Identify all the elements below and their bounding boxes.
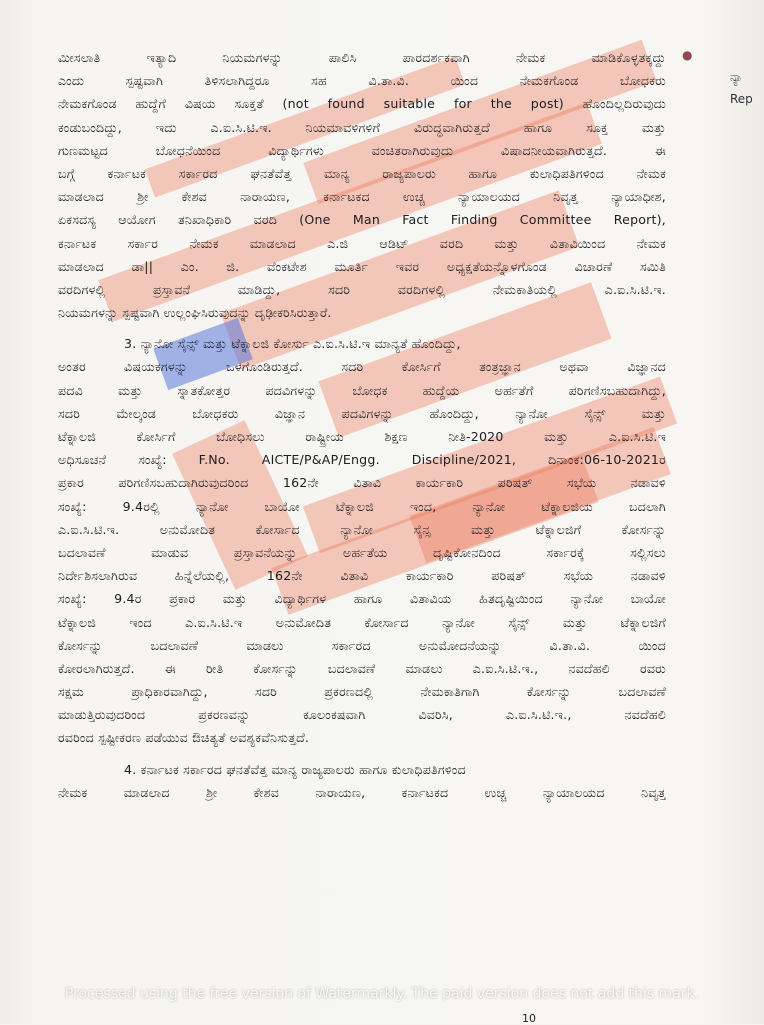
text-line: ಬಗ್ಗೆ ಕರ್ನಾಟಕ ಸರ್ಕಾರದ ಘನತೆವೆತ್ತ ಮಾನ್ಯ ರಾಜ್ಯಪಾಲರು ಹಾಗೂ ಕುಲಾಧಿಪತಿಗಳಿಂದ ನೇಮಕ xyxy=(58,165,666,181)
text-line: ಸಂಖ್ಯೆ: 9.4ರ ಪ್ರಕಾರ ಮತ್ತು ವಿದ್ಯಾರ್ಥಿಗಳ ಹಾಗೂ ವಿತಾವಿಯ ಹಿತದೃಷ್ಟಿಯಿಂದ ನ್ಯಾನೋ ಬಾಯೋ xyxy=(58,591,666,607)
text-line: ವರದಿಗಳಲ್ಲಿ ಪ್ರಸ್ತಾವನೆ ಮಾಡಿದ್ದು, ಸದರಿ ವರದಿಗಳಲ್ಲಿ ನೇಮಕಾತಿಯಲ್ಲಿ ಎ.ಐ.ಸಿ.ಟಿ.ಇ. xyxy=(58,281,666,297)
text-line: ಸಂಖ್ಯೆ: 9.4ರಲ್ಲಿ ನ್ಯಾನೋ ಬಾಯೋ ಟೆಕ್ನಾಲಜಿ ಇಂದ, ನ್ಯಾನೋ ಟೆಕ್ನಾಲಜಿಯ ಬದಲಾಗಿ xyxy=(58,498,666,514)
text-line: ರವರಿಂದ ಸ್ಪಷ್ಟೀಕರಣ ಪಡೆಯುವ ಔಚಿತ್ಯತೆ ಅವಶ್ಯಕವೆನಿಸುತ್ತದೆ. xyxy=(58,730,310,746)
text-line: ಅಂತರ ವಿಷಯಕಗಳನ್ನು ಒಳಗೊಂಡಿರುತ್ತದೆ. ಸದರಿ ಕೋರ್ಸಿಗೆ ತಂತ್ರಜ್ಞಾನ ಅಥವಾ ವಿಜ್ಞಾನದ xyxy=(58,359,666,375)
text-line: ಕೋರಲಾಗಿರುತ್ತದೆ. ಈ ರೀತಿ ಕೋರ್ಸನ್ನು ಬದಲಾವಣೆ ಮಾಡಲು ಎ.ಐ.ಸಿ.ಟಿ.ಇ., ನವದೆಹಲಿ ರವರು xyxy=(58,660,666,676)
text-line: ನೇಮಕಗೊಂಡ ಹುದ್ದೆಗೆ ವಿಷಯ ಸೂಕ್ತತೆ (not found suitable for the post) ಹೊಂದಿಲ್ಲದಿರುವುದು xyxy=(58,96,666,112)
text-line: ಬದಲಾವಣೆ ಮಾಡುವ ಪ್ರಸ್ತಾವನೆಯನ್ನು ಅರ್ಹತೆಯ ದೃಷ್ಟಿಕೋನದಿಂದ ಸರ್ಕಾರಕ್ಕೆ ಸಲ್ಲಿಸಲು xyxy=(58,544,666,560)
margin-mark: ● xyxy=(682,48,693,62)
text-line: ಕರ್ನಾಟಕ ಸರ್ಕಾರ ನೇಮಕ ಮಾಡಲಾದ ಎ.ಜಿ ಆಡಿಟ್ ವರದಿ ಮತ್ತು ವಿತಾವಿಯಿಂದ ನೇಮಕ xyxy=(58,235,666,251)
text-line: ಪದವಿ ಮತ್ತು ಸ್ನಾತಕೋತ್ತರ ಪದವಿಗಳನ್ನು ಬೋಧಕ ಹುದ್ದೆಯ ಅರ್ಹತೆಗೆ ಪರಿಗಣಿಸಬಹುದಾಗಿದ್ದು, xyxy=(58,382,666,398)
watermark-text: Processed using the free version of Watermarkly. The paid version does not add this mark. xyxy=(64,986,700,1002)
text-line: ಕೋರ್ಸನ್ನು ಬದಲಾವಣೆ ಮಾಡಲು ಸರ್ಕಾರದ ಅನುಮೋದನೆಯನ್ನು ವಿ.ತಾ.ವಿ. ಯಿಂದ xyxy=(58,637,666,653)
text-line: ಟೆಕ್ನಾಲಜಿ ಇಂದ ಎ.ಐ.ಸಿ.ಟಿ.ಇ ಅನುಮೋದಿತ ಕೋರ್ಸಾದ ನ್ಯಾನೋ ಸೈನ್ಸ್ ಮತ್ತು ಟೆಕ್ನಾಲಜಿಗೆ xyxy=(58,614,666,630)
text-line: ನಿರ್ದೇಶಿಸಲಾಗಿರುವ ಹಿನ್ನೆಲೆಯಲ್ಲಿ, 162ನೇ ವಿತಾವಿ ಕಾರ್ಯಕಾರಿ ಪರಿಷತ್ ಸಭೆಯ ನಡಾವಳಿ xyxy=(58,568,666,584)
text-line: ಪ್ರಕಾರ ಪರಿಗಣಿಸಬಹುದಾಗಿರುವುದರಿಂದ 162ನೇ ವಿತಾವಿ ಕಾರ್ಯಕಾರಿ ಪರಿಷತ್ ಸಭೆಯ ನಡಾವಳಿ xyxy=(58,475,666,491)
text-line: ಮೀಸಲಾತಿ ಇತ್ಯಾದಿ ನಿಯಮಗಳನ್ನು ಪಾಲಿಸಿ ಪಾರದರ್ಶಕವಾಗಿ ನೇಮಕ ಮಾಡಿಕೊಳ್ಳತಕ್ಕದ್ದು xyxy=(58,50,666,65)
text-line: ಗುಣಮಟ್ಟದ ಬೋಧನೆಯಿಂದ ವಿದ್ಯಾರ್ಥಿಗಳು ವಂಚಿತರಾಗಿರುವುದು ವಿಷಾದನೀಯವಾಗಿರುತ್ತದೆ. ಈ xyxy=(58,142,666,158)
margin-note-top: ನ್ಯಾ xyxy=(730,70,743,84)
text-line: ನಿಯಮಗಳನ್ನು ಸ್ಪಷ್ಟವಾಗಿ ಉಲ್ಲಂಘಿಸಿರುವುದನ್ನು ದೃಢೀಕರಿಸಿರುತ್ತಾರೆ. xyxy=(58,305,332,321)
page-number: 10 xyxy=(522,1012,536,1025)
text-line: ಏಕಸದಸ್ಯ ಆಯೋಗ ತನಿಖಾಧಿಕಾರಿ ವರದಿ (One Man Fact Finding Committee Report), xyxy=(58,212,666,228)
text-line: ಕಂಡುಬಂದಿದ್ದು, ಇದು ಎ.ಐ.ಸಿ.ಟಿ.ಇ. ನಿಯಮಾವಳಿಗಳಿಗೆ ವಿರುದ್ಧವಾಗಿರುತ್ತದೆ ಹಾಗೂ ಸೂಕ್ತ ಮತ್ತು xyxy=(58,119,666,135)
text-line: ಎ.ಐ.ಸಿ.ಟಿ.ಇ. ಅನುಮೋದಿತ ಕೋರ್ಸಾದ ನ್ಯಾನೋ ಸೈನ್ಸ ಮತ್ತು ಟೆಕ್ನಾಲಜಿಗೆ ಕೋರ್ಸನ್ನು xyxy=(58,521,666,537)
paragraph-3-first-line: 3. ನ್ಯಾನೋ ಸೈನ್ಸ್ ಮತ್ತು ಟೆಕ್ನಾಲಜಿ ಕೋರ್ಸು ಎ.ಐ.ಸಿ.ಟಿ.ಇ ಮಾನ್ಯತೆ ಹೊಂದಿದ್ದು, xyxy=(124,336,461,352)
body-text xyxy=(58,46,666,804)
text-line: ಸಕ್ಷಮ ಪ್ರಾಧಿಕಾರವಾಗಿದ್ದು, ಸದರಿ ಪ್ರಕರಣದಲ್ಲಿ ನೇಮಕಾತಿಗಾಗಿ ಕೋರ್ಸನ್ನು ಬದಲಾವಣೆ xyxy=(58,684,666,700)
text-line: ಮಾಡುತ್ತಿರುವುದರಿಂದ ಪ್ರಕರಣವನ್ನು ಕೂಲಂಕಷವಾಗಿ ವಿವರಿಸಿ, ಎ.ಐ.ಸಿ.ಟಿ.ಇ., ನವದೆಹಲಿ xyxy=(58,707,666,723)
text-line: ಟೆಕ್ನಾಲಜಿ ಕೋರ್ಸಿಗೆ ಬೋಧಿಸಲು ರಾಷ್ಟ್ರೀಯ ಶಿಕ್ಷಣ ನೀತಿ-2020 ಮತ್ತು ಎ.ಐ.ಸಿ.ಟಿ.ಇ xyxy=(58,429,666,444)
text-line: ನೇಮಕ ಮಾಡಲಾದ ಶ್ರೀ ಕೇಶವ ನಾರಾಯಣ, ಕರ್ನಾಟಕದ ಉಚ್ಚ ನ್ಯಾಯಾಲಯದ ನಿವೃತ್ತ xyxy=(58,784,666,800)
text-line: ಅಧಿಸೂಚನೆ ಸಂಖ್ಯೆ: F.No. AICTE/P&AP/Engg. Discipline/2021, ದಿನಾಂಕ:06-10-2021ರ xyxy=(58,452,666,468)
margin-note-bottom: Rep xyxy=(730,92,753,106)
text-line: ಮಾಡಲಾದ ಡಾ|| ಎಂ. ಜಿ. ವೆಂಕಟೇಶ ಮೂರ್ತಿ ಇವರ ಅಧ್ಯಕ್ಷತೆಯನ್ನೊಳಗೊಂಡ ವಿಚಾರಣೆ ಸಮಿತಿ xyxy=(58,258,666,274)
text-line: ಮಾಡಲಾದ ಶ್ರೀ ಕೇಶವ ನಾರಾಯಣ, ಕರ್ನಾಟಕದ ಉಚ್ಚ ನ್ಯಾಯಾಲಯದ ನಿವೃತ್ತ ನ್ಯಾಯಾಧೀಶ, xyxy=(58,189,666,205)
text-line: ಎಂದು ಸ್ಪಷ್ಟವಾಗಿ ತಿಳಿಸಲಾಗಿದ್ದರೂ ಸಹ ವಿ.ತಾ.ವಿ. ಯಿಂದ ನೇಮಕಗೊಂಡ ಬೋಧಕರು xyxy=(58,73,666,89)
paragraph-4-first-line: 4. ಕರ್ನಾಟಕ ಸರ್ಕಾರದ ಘನತೆವೆತ್ತ ಮಾನ್ಯ ರಾಜ್ಯಪಾಲರು ಹಾಗೂ ಕುಲಾಧಿಪತಿಗಳಿಂದ xyxy=(124,761,466,777)
text-line: ಸದರಿ ಮೇಲ್ಕಂಡ ಬೋಧಕರು ವಿಜ್ಞಾನ ಪದವಿಗಳನ್ನು ಹೊಂದಿದ್ದು, ನ್ಯಾನೋ ಸೈನ್ಸ್ ಮತ್ತು xyxy=(58,405,666,421)
